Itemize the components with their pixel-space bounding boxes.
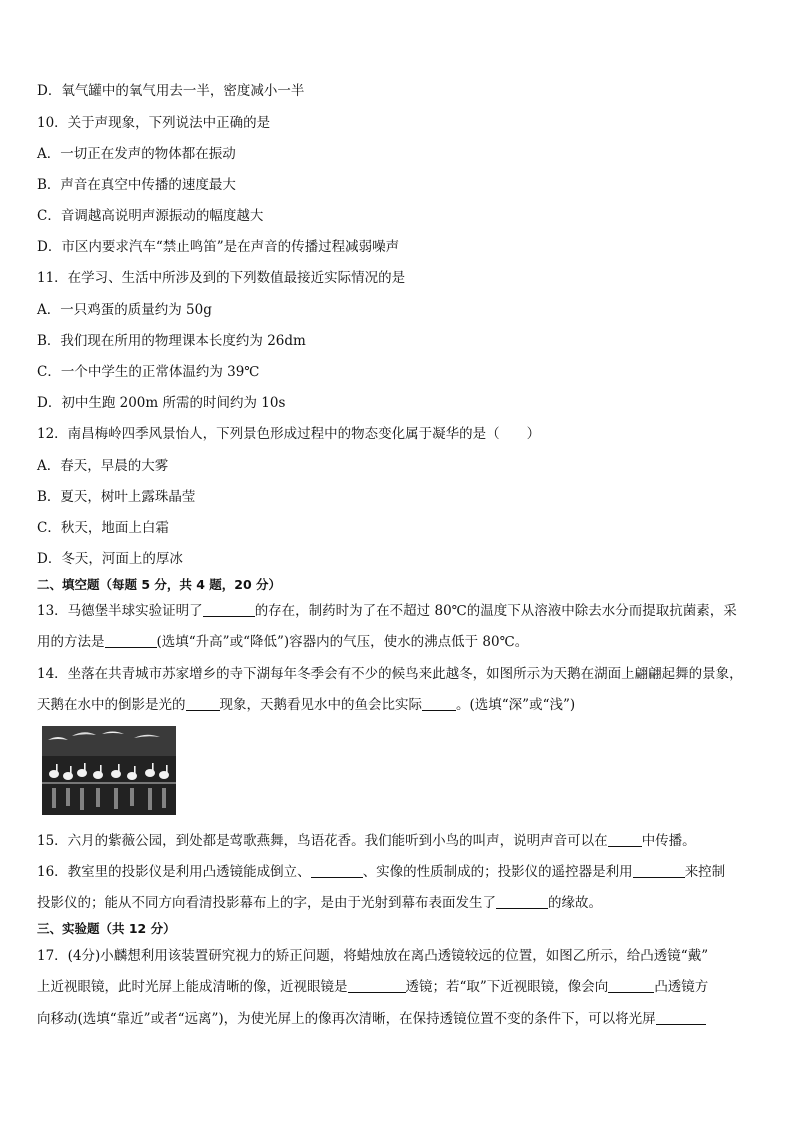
q17-text-1: 上近视眼镜，此时光屏上能成清晰的像，近视眼镜是	[37, 979, 348, 995]
q15-text-1: 15．六月的紫薇公园，到处都是莺歌燕舞，鸟语花香。我们能听到小鸟的叫声，说明声音可以在	[37, 833, 608, 849]
q15-line	[37, 831, 696, 851]
q17-text-3: 凸透镜方	[654, 979, 709, 995]
q13-line-2	[37, 632, 528, 652]
q17-text-4: 向移动(选填“靠近”或者“远离”)，为使光屏上的像再次清晰，在保持透镜位置不变的条件下，可以将光屏	[37, 1011, 656, 1027]
q11-option-c: C．一个中学生的正常体温约为 39℃	[37, 364, 260, 380]
q14-line-1: 14．坐落在共青城市苏家增乡的寺下湖每年冬季会有不少的候鸟来此越冬，如图所示为天鹅在湖面上翩翩起舞的景象，	[37, 666, 743, 682]
q17-blank-3[interactable]	[656, 1010, 706, 1025]
q15-text-2: 中传播。	[641, 833, 696, 849]
q16-text-1: 16．教室里的投影仪是利用凸透镜能成倒立、	[37, 864, 311, 880]
q14-text-3: 。(选填“深”或“浅”)	[456, 697, 576, 713]
q11-option-b: B．我们现在所用的物理课本长度约为 26dm	[37, 333, 306, 349]
q17-text-2: 透镜；若“取”下近视眼镜，像会向	[405, 979, 609, 995]
q10-option-d: D．市区内要求汽车“禁止鸣笛”是在声音的传播过程减弱噪声	[37, 239, 400, 255]
q10-stem: 10．关于声现象，下列说法中正确的是	[37, 115, 271, 131]
q14-blank-1[interactable]	[186, 696, 220, 711]
q16-text-3: 来控制	[684, 864, 726, 880]
q13-text-1: 13．马德堡半球实验证明了	[37, 603, 203, 619]
swans-illustration	[42, 726, 176, 815]
q11-option-a: A．一只鸡蛋的质量约为 50g	[37, 302, 212, 318]
section-heading-fill-in: 二、填空题（每题 5 分，共 4 题，20 分）	[37, 577, 282, 592]
q16-text-2: 、实像的性质制成的；投影仪的遥控器是利用	[362, 864, 633, 880]
q12-stem: 12．南昌梅岭四季风景怡人，下列景色形成过程中的物态变化属于凝华的是（ ）	[37, 426, 541, 442]
q13-text-3: 用的方法是	[37, 634, 105, 650]
q11-stem: 11．在学习、生活中所涉及到的下列数值最接近实际情况的是	[37, 270, 406, 286]
q10-option-a: A．一切正在发声的物体都在振动	[37, 146, 236, 162]
q14-line-2	[37, 695, 575, 715]
q12-option-d: D．冬天，河面上的厚冰	[37, 551, 183, 567]
q12-option-c: C．秋天，地面上白霜	[37, 520, 169, 536]
q11-option-d: D．初中生跑 200m 所需的时间约为 10s	[37, 395, 286, 411]
q16-blank-2[interactable]	[633, 863, 685, 878]
q13-blank-2[interactable]	[105, 633, 157, 648]
q16-text-4: 投影仪的；能从不同方向看清投影幕布上的字，是由于光射到幕布表面发生了	[37, 895, 496, 911]
section-heading-experiment: 三、实验题（共 12 分）	[37, 921, 176, 936]
q15-blank[interactable]	[608, 832, 642, 847]
q13-blank-1[interactable]	[203, 602, 255, 617]
q14-text-2: 现象，天鹅看见水中的鱼会比实际	[219, 697, 422, 713]
q17-line-1: 17．(4分)小麟想利用该装置研究视力的矫正问题，将蜡烛放在离凸透镜较远的位置，如图乙所示，给凸透镜“戴”	[37, 948, 709, 964]
q13-line-1	[37, 601, 737, 621]
q10-option-c: C．音调越高说明声源振动的幅度越大	[37, 208, 264, 224]
q16-line-1	[37, 862, 725, 882]
q16-blank-3[interactable]	[496, 894, 548, 909]
q10-option-b: B．声音在真空中传播的速度最大	[37, 177, 236, 193]
swans-lake-photo	[42, 726, 176, 815]
q14-text-1: 天鹅在水中的倒影是光的	[37, 697, 186, 713]
q16-blank-1[interactable]	[311, 863, 363, 878]
q12-option-b: B．夏天，树叶上露珠晶莹	[37, 489, 196, 505]
q17-line-3	[37, 1009, 706, 1029]
q17-blank-1[interactable]	[348, 978, 406, 993]
q9-option-d: D．氧气罐中的氧气用去一半，密度减小一半	[37, 83, 305, 99]
q12-option-a: A．春天，早晨的大雾	[37, 458, 169, 474]
q17-blank-2[interactable]	[608, 978, 654, 993]
q13-text-4: (选填“升高”或“降低”)容器内的气压，使水的沸点低于 80℃。	[156, 634, 529, 650]
q16-text-5: 的缘故。	[548, 895, 602, 911]
q16-line-2	[37, 893, 602, 913]
q14-blank-2[interactable]	[422, 696, 456, 711]
q17-line-2	[37, 977, 708, 997]
q13-text-2: 的存在，制药时为了在不超过 80℃的温度下从溶液中除去水分而提取抗菌素，采	[254, 603, 737, 619]
